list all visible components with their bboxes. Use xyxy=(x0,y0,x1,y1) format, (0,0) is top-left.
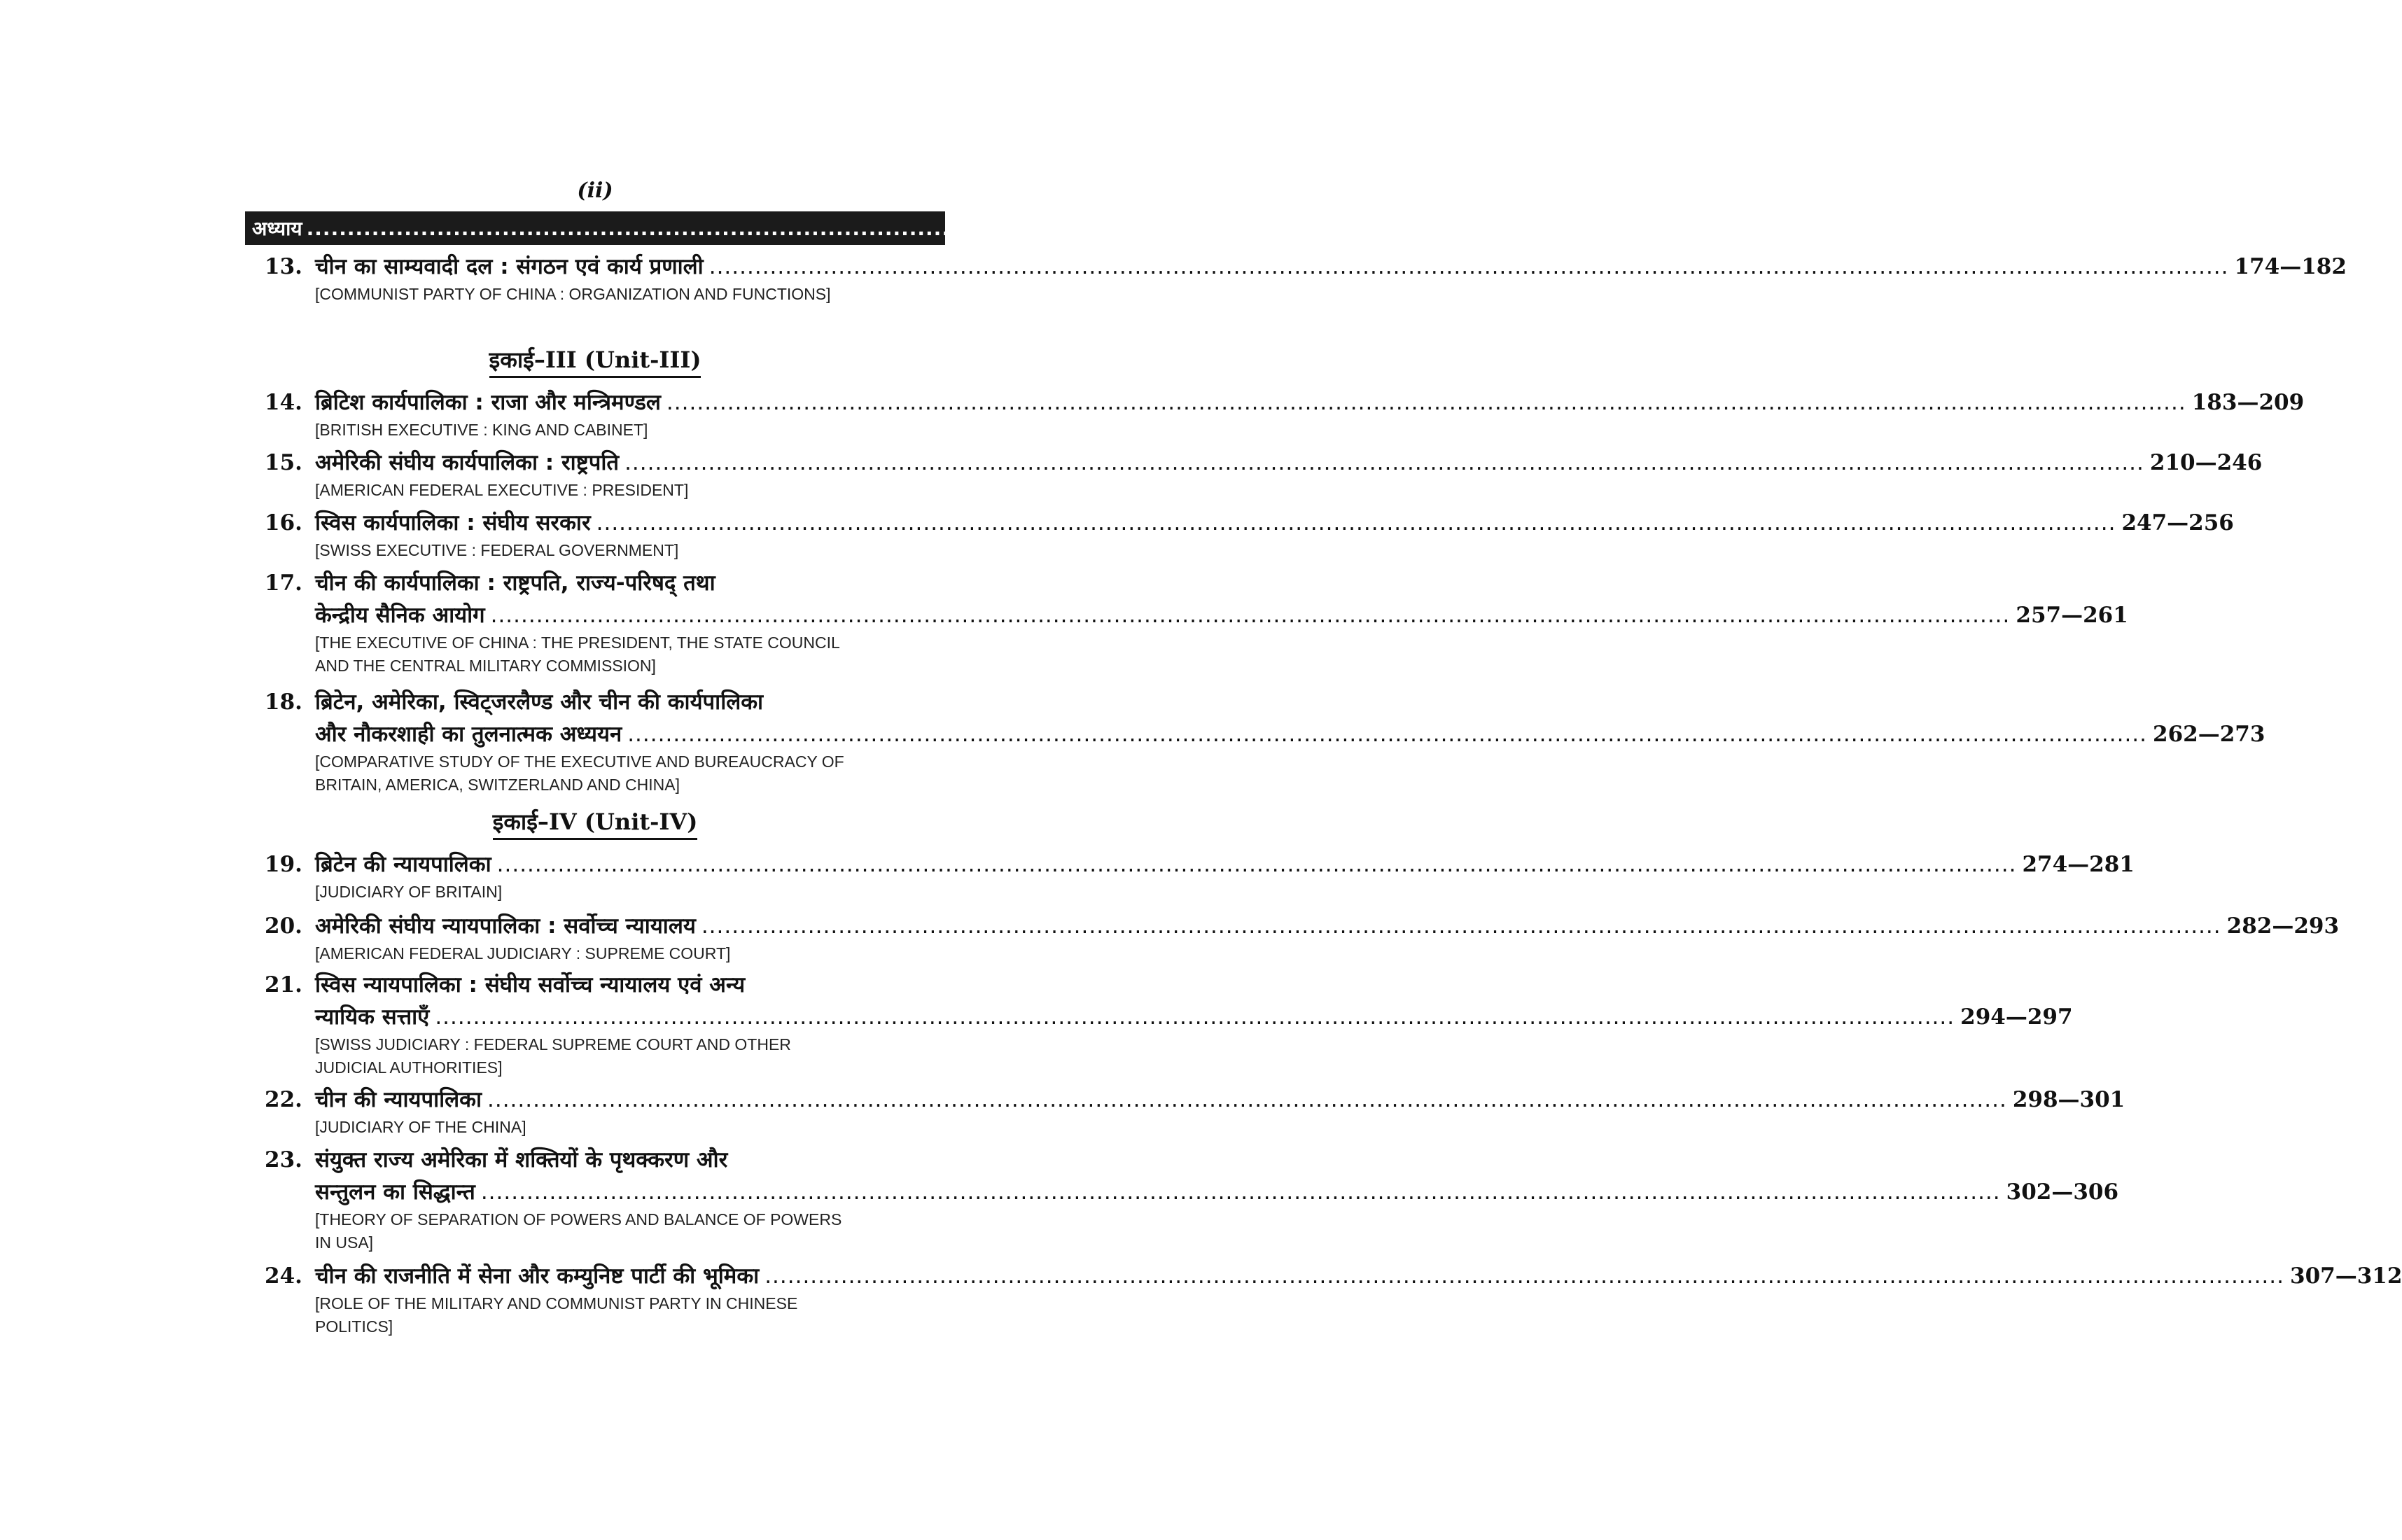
chapter-title-hindi: अमेरिकी संघीय कार्यपालिका : राष्ट्रपति xyxy=(315,450,620,475)
toc-entry xyxy=(265,686,2265,797)
chapter-title-hindi: ब्रिटेन की न्यायपालिका xyxy=(315,852,491,877)
dot-leader: ........................................................................................................................................................................................................ xyxy=(596,510,2116,536)
chapter-title-hindi: चीन की कार्यपालिका : राष्ट्रपति, राज्य-परिषद् तथा xyxy=(315,570,715,596)
chapter-title-hindi: स्विस न्यायपालिका : संघीय सर्वोच्च न्यायालय एवं अन्य xyxy=(315,972,746,997)
chapter-title-hindi: स्विस कार्यपालिका : संघीय सरकार xyxy=(315,510,591,536)
page-number: (ii) xyxy=(577,178,613,203)
toc-entry xyxy=(265,251,2347,306)
page-range: 282—293 xyxy=(2226,913,2340,939)
dot-leader: ........................................................................................................................................................................................................ xyxy=(496,852,2017,877)
page-range: 257—261 xyxy=(2016,603,2128,628)
chapter-title-hindi: केन्द्रीय सैनिक आयोग xyxy=(315,603,485,628)
dot-leader: ........................................................................................................................................................................................................ xyxy=(480,1180,2001,1205)
chapter-title-english: [THE EXECUTIVE OF CHINA : THE PRESIDENT, THE STATE COUNCIL AND THE CENTRAL MILITARY COMMISSION] xyxy=(315,634,839,675)
page-range: 307—312 xyxy=(2290,1264,2402,1289)
chapter-title-hindi: अमेरिकी संघीय न्यायपालिका : सर्वोच्च न्यायालय xyxy=(315,913,696,939)
unit-hindi-label: इकाई– xyxy=(489,346,545,373)
chapter-number: 18. xyxy=(265,690,302,715)
unit-english-label: III (Unit-III) xyxy=(545,346,701,373)
header-dot-leader: ........................................................................................................................................................ xyxy=(306,216,1545,240)
unit-english-label: IV (Unit-IV) xyxy=(548,808,698,835)
toc-entry xyxy=(265,848,2135,904)
page-range: 183—209 xyxy=(2191,390,2305,415)
chapter-number: 16. xyxy=(265,510,302,536)
chapter-title-english: [COMMUNIST PARTY OF CHINA : ORGANIZATION AND FUNCTIONS] xyxy=(315,285,831,303)
chapter-title-hindi: सन्तुलन का सिद्धान्त xyxy=(315,1180,475,1205)
dot-leader: ........................................................................................................................................................................................................ xyxy=(490,603,2011,628)
chapter-number: 21. xyxy=(265,972,302,997)
chapter-title-hindi: संयुक्त राज्य अमेरिका में शक्तियों के पृथक्करण और xyxy=(315,1147,728,1172)
chapter-title-english: [AMERICAN FEDERAL EXECUTIVE : PRESIDENT] xyxy=(315,481,689,499)
toc-entry xyxy=(265,910,2340,965)
page-range: 298—301 xyxy=(2012,1087,2125,1112)
toc-entry xyxy=(265,386,2305,442)
chapter-title-hindi: ब्रिटेन, अमेरिका, स्विट्जरलैण्ड और चीन की कार्यपालिका xyxy=(315,690,764,715)
page-range: 210—246 xyxy=(2149,450,2263,475)
toc-entry xyxy=(265,1144,2119,1254)
toc-entry xyxy=(265,567,2128,678)
toc-header-bar xyxy=(245,204,1591,253)
chapter-title-english: [ROLE OF THE MILITARY AND COMMUNIST PARTY IN CHINESE POLITICS] xyxy=(315,1294,798,1336)
chapter-title-hindi: और नौकरशाही का तुलनात्मक अध्ययन xyxy=(315,722,622,747)
chapter-title-hindi: चीन की राजनीति में सेना और कम्युनिष्ट पार्टी की भूमिका xyxy=(315,1264,760,1289)
unit-heading-3 xyxy=(0,344,1190,378)
toc-entry xyxy=(265,1084,2125,1139)
chapter-heading: अध्याय xyxy=(252,217,302,240)
chapter-number: 17. xyxy=(265,570,302,596)
page-range: 174—182 xyxy=(2234,254,2347,279)
chapter-number: 23. xyxy=(265,1147,302,1172)
chapter-number: 15. xyxy=(265,450,302,475)
chapter-title-hindi: चीन की न्यायपालिका xyxy=(315,1087,482,1112)
dot-leader: ........................................................................................................................................................................................................ xyxy=(435,1004,1955,1030)
chapter-title-english: [COMPARATIVE STUDY OF THE EXECUTIVE AND BUREAUCRACY OF BRITAIN, AMERICA, SWITZERLAND AND CHINA] xyxy=(315,752,844,794)
page-range: 294—297 xyxy=(1960,1004,2073,1030)
page-range: 274—281 xyxy=(2022,852,2135,877)
dot-leader: ........................................................................................................................................................................................................ xyxy=(487,1087,2007,1112)
page-range: 262—273 xyxy=(2153,722,2265,747)
chapter-title-english: [SWISS EXECUTIVE : FEDERAL GOVERNMENT] xyxy=(315,541,679,559)
chapter-number: 22. xyxy=(265,1087,302,1112)
dot-leader: ........................................................................................................................................................................................................ xyxy=(666,390,2186,415)
chapter-title-english: [THEORY OF SEPARATION OF POWERS AND BALANCE OF POWERS IN USA] xyxy=(315,1210,842,1252)
chapter-number: 14. xyxy=(265,390,302,415)
chapter-title-hindi: चीन का साम्यवादी दल : संगठन एवं कार्य प्रणाली xyxy=(315,254,704,279)
dot-leader: ........................................................................................................................................................................................................ xyxy=(701,913,2221,939)
dot-leader: ........................................................................................................................................................................................................ xyxy=(624,450,2144,475)
dot-leader: ........................................................................................................................................................................................................ xyxy=(708,254,2229,279)
chapter-title-english: [SWISS JUDICIARY : FEDERAL SUPREME COURT AND OTHER JUDICIAL AUTHORITIES] xyxy=(315,1035,791,1077)
page-range: 247—256 xyxy=(2121,510,2234,536)
page-count-heading: पृष्ठ–संख्या xyxy=(1549,204,1591,253)
chapter-title-english: [BRITISH EXECUTIVE : KING AND CABINET] xyxy=(315,421,648,439)
toc-entry xyxy=(265,447,2263,502)
toc-entry xyxy=(265,507,2234,562)
chapter-number: 20. xyxy=(265,913,302,939)
chapter-title-english: [AMERICAN FEDERAL JUDICIARY : SUPREME COURT] xyxy=(315,944,731,962)
toc-entry xyxy=(265,969,2073,1079)
chapter-title-english: [JUDICIARY OF THE CHINA] xyxy=(315,1118,526,1136)
unit-hindi-label: इकाई– xyxy=(492,808,549,835)
chapter-title-hindi: ब्रिटिश कार्यपालिका : राजा और मन्त्रिमण्डल xyxy=(315,390,661,415)
toc-entry xyxy=(265,1260,2402,1338)
chapter-number: 19. xyxy=(265,852,302,877)
chapter-title-english: [JUDICIARY OF BRITAIN] xyxy=(315,883,503,901)
chapter-title-hindi: न्यायिक सत्ताएँ xyxy=(315,1004,430,1030)
chapter-number: 24. xyxy=(265,1264,302,1289)
unit-heading-4 xyxy=(0,806,1190,840)
chapter-number: 13. xyxy=(265,254,302,279)
page-range: 302—306 xyxy=(2006,1180,2119,1205)
dot-leader: ........................................................................................................................................................................................................ xyxy=(764,1264,2284,1289)
dot-leader: ........................................................................................................................................................................................................ xyxy=(627,722,2148,747)
